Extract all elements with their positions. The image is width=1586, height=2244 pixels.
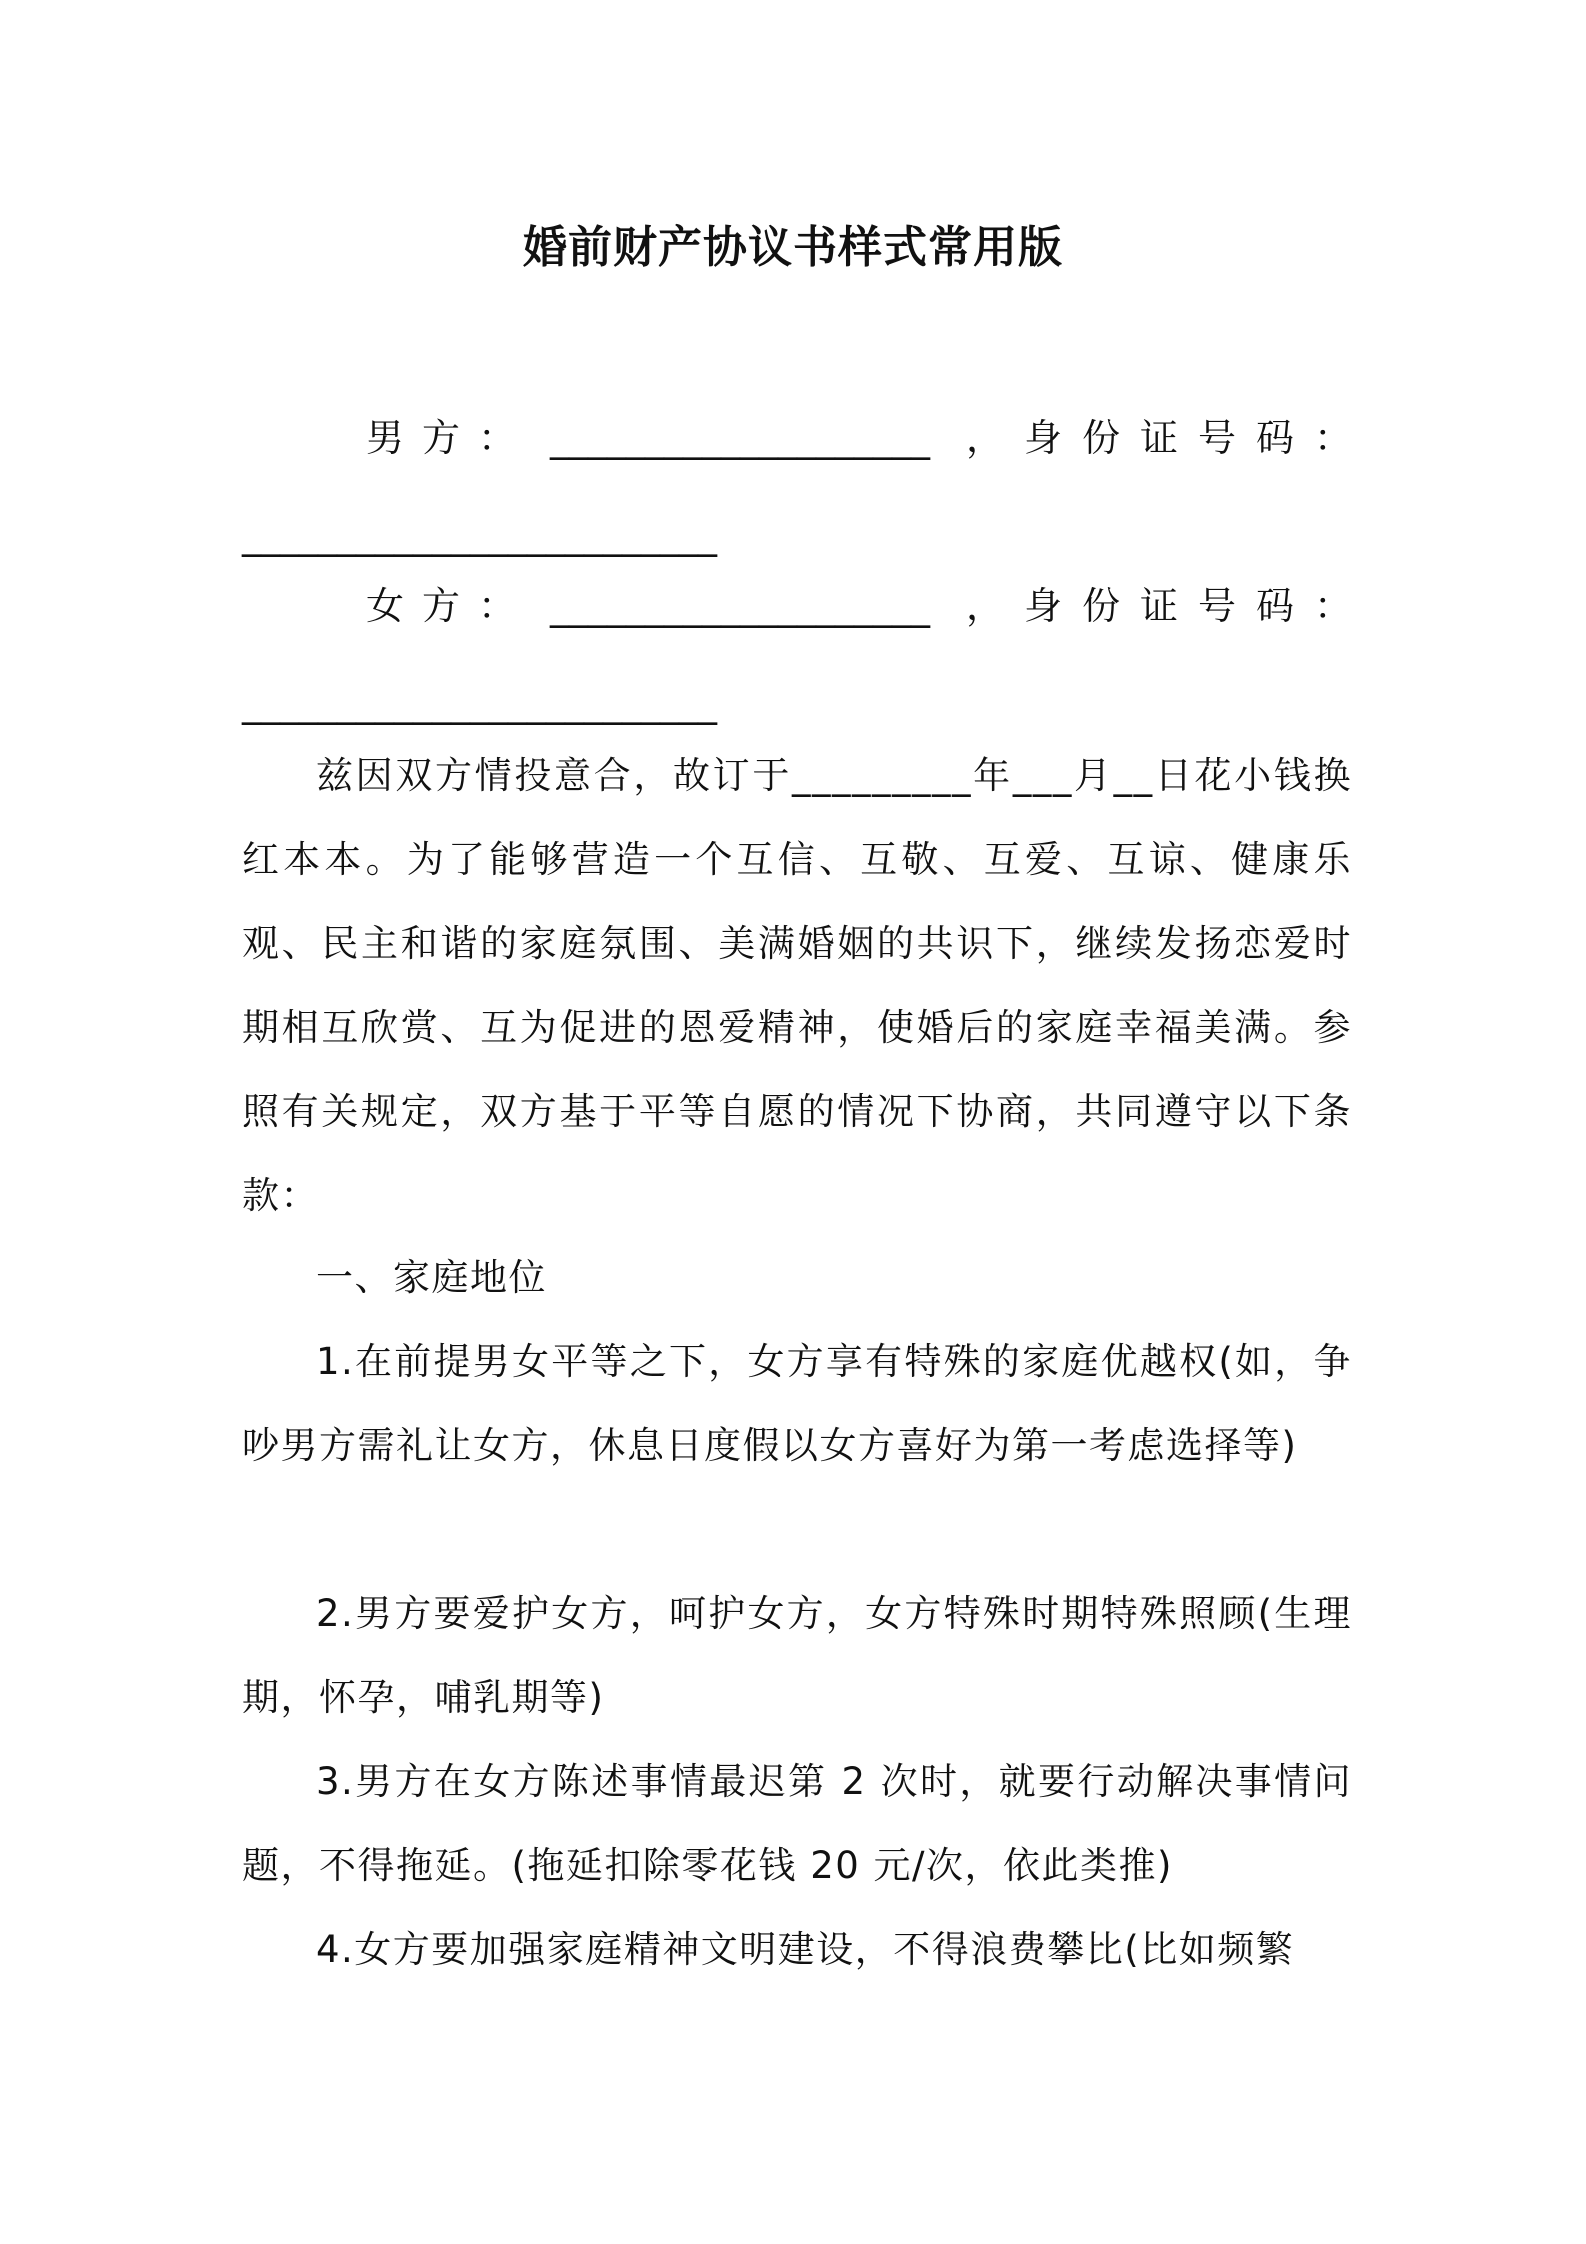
male-name-blank: ____________________ bbox=[550, 416, 930, 460]
clause-1-block bbox=[242, 1320, 1352, 1488]
intro-block bbox=[242, 734, 1352, 1238]
intro-paragraph: 兹因双方情投意合，故订于_________年___月__日花小钱换红本本。为了能够营造一个互信、互敬、互爱、互谅、健康乐观、民主和谐的家庭氛围、美满婚姻的共识下，继续发扬恋爱时期相互欣赏、互为促进的恩爱精神，使婚后的家庭幸福美满。参照有关规定，双方基于平等自愿的情况下协商，共同遵守以下条款： bbox=[242, 754, 1352, 1217]
female-id-blank: _________________________ bbox=[242, 681, 717, 725]
male-id-label: ，身份证号码： bbox=[965, 416, 1372, 460]
document-title: 婚前财产协议书样式常用版 bbox=[523, 222, 1063, 273]
clause-4-block bbox=[242, 1908, 1352, 1992]
clause-3-block bbox=[242, 1740, 1352, 1908]
male-id-blank: _________________________ bbox=[242, 513, 717, 557]
female-party-label: 女方： bbox=[366, 584, 535, 628]
clause-2-block bbox=[242, 1572, 1352, 1740]
male-party-label: 男方： bbox=[366, 416, 535, 460]
female-name-blank: ____________________ bbox=[550, 584, 930, 628]
clause-4: 4.女方要加强家庭精神文明建设，不得浪费攀比(比如频繁 bbox=[316, 1928, 1295, 1971]
clause-2: 2.男方要爱护女方，呵护女方，女方特殊时期特殊照顾(生理期，怀孕，哺乳期等) bbox=[242, 1592, 1352, 1719]
clause-3: 3.男方在女方陈述事情最迟第 2 次时，就要行动解决事情问题，不得拖延。(拖延扣除零花钱 20 元/次，依此类推) bbox=[242, 1760, 1352, 1887]
section-heading: 一、家庭地位 bbox=[316, 1256, 547, 1299]
female-id-label: ，身份证号码： bbox=[965, 584, 1372, 628]
clause-1: 1.在前提男女平等之下，女方享有特殊的家庭优越权(如，争吵男方需礼让女方，休息日度假以女方喜好为第一考虑选择等) bbox=[242, 1340, 1352, 1467]
